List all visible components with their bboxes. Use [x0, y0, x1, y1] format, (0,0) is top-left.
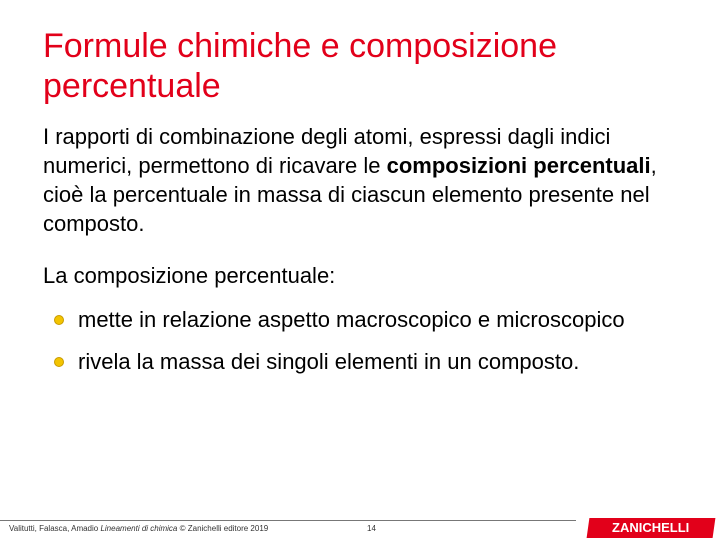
footer-publisher: © Zanichelli editore 2019 — [177, 524, 269, 533]
slide-body — [43, 122, 693, 389]
bullet-item — [43, 305, 693, 334]
footer-authors: Valitutti, Falasca, Amadio — [9, 524, 101, 533]
bullet-dot-icon — [54, 357, 64, 367]
bullet-text: mette in relazione aspetto macroscopico e microscopico — [78, 307, 625, 332]
footer-divider — [0, 520, 576, 521]
footer-book-title: Lineamenti di chimica — [100, 524, 178, 533]
bullet-item — [43, 347, 693, 376]
slide-title: Formule chimiche e composizione percentuale — [43, 27, 557, 105]
paragraph-text-1: I rapporti di combinazione degli atomi, espressi dagli indici numerici, permettono di ricavare le — [43, 124, 611, 178]
bullet-list — [43, 305, 693, 376]
body-paragraph — [43, 122, 693, 238]
paragraph-text-2: , cioè la percentuale in massa di ciascun elemento presente nel composto. — [43, 153, 657, 236]
footer-credit — [9, 524, 268, 533]
page-number: 14 — [367, 524, 376, 533]
bullet-text: rivela la massa dei singoli elementi in un composto. — [78, 349, 580, 374]
logo-text: ZANICHELLI — [612, 520, 690, 535]
zanichelli-logo — [587, 518, 716, 538]
intro-text: La composizione percentuale: — [43, 263, 336, 288]
paragraph-bold-term: composizioni percentuali — [386, 153, 651, 178]
bullet-dot-icon — [54, 315, 64, 325]
